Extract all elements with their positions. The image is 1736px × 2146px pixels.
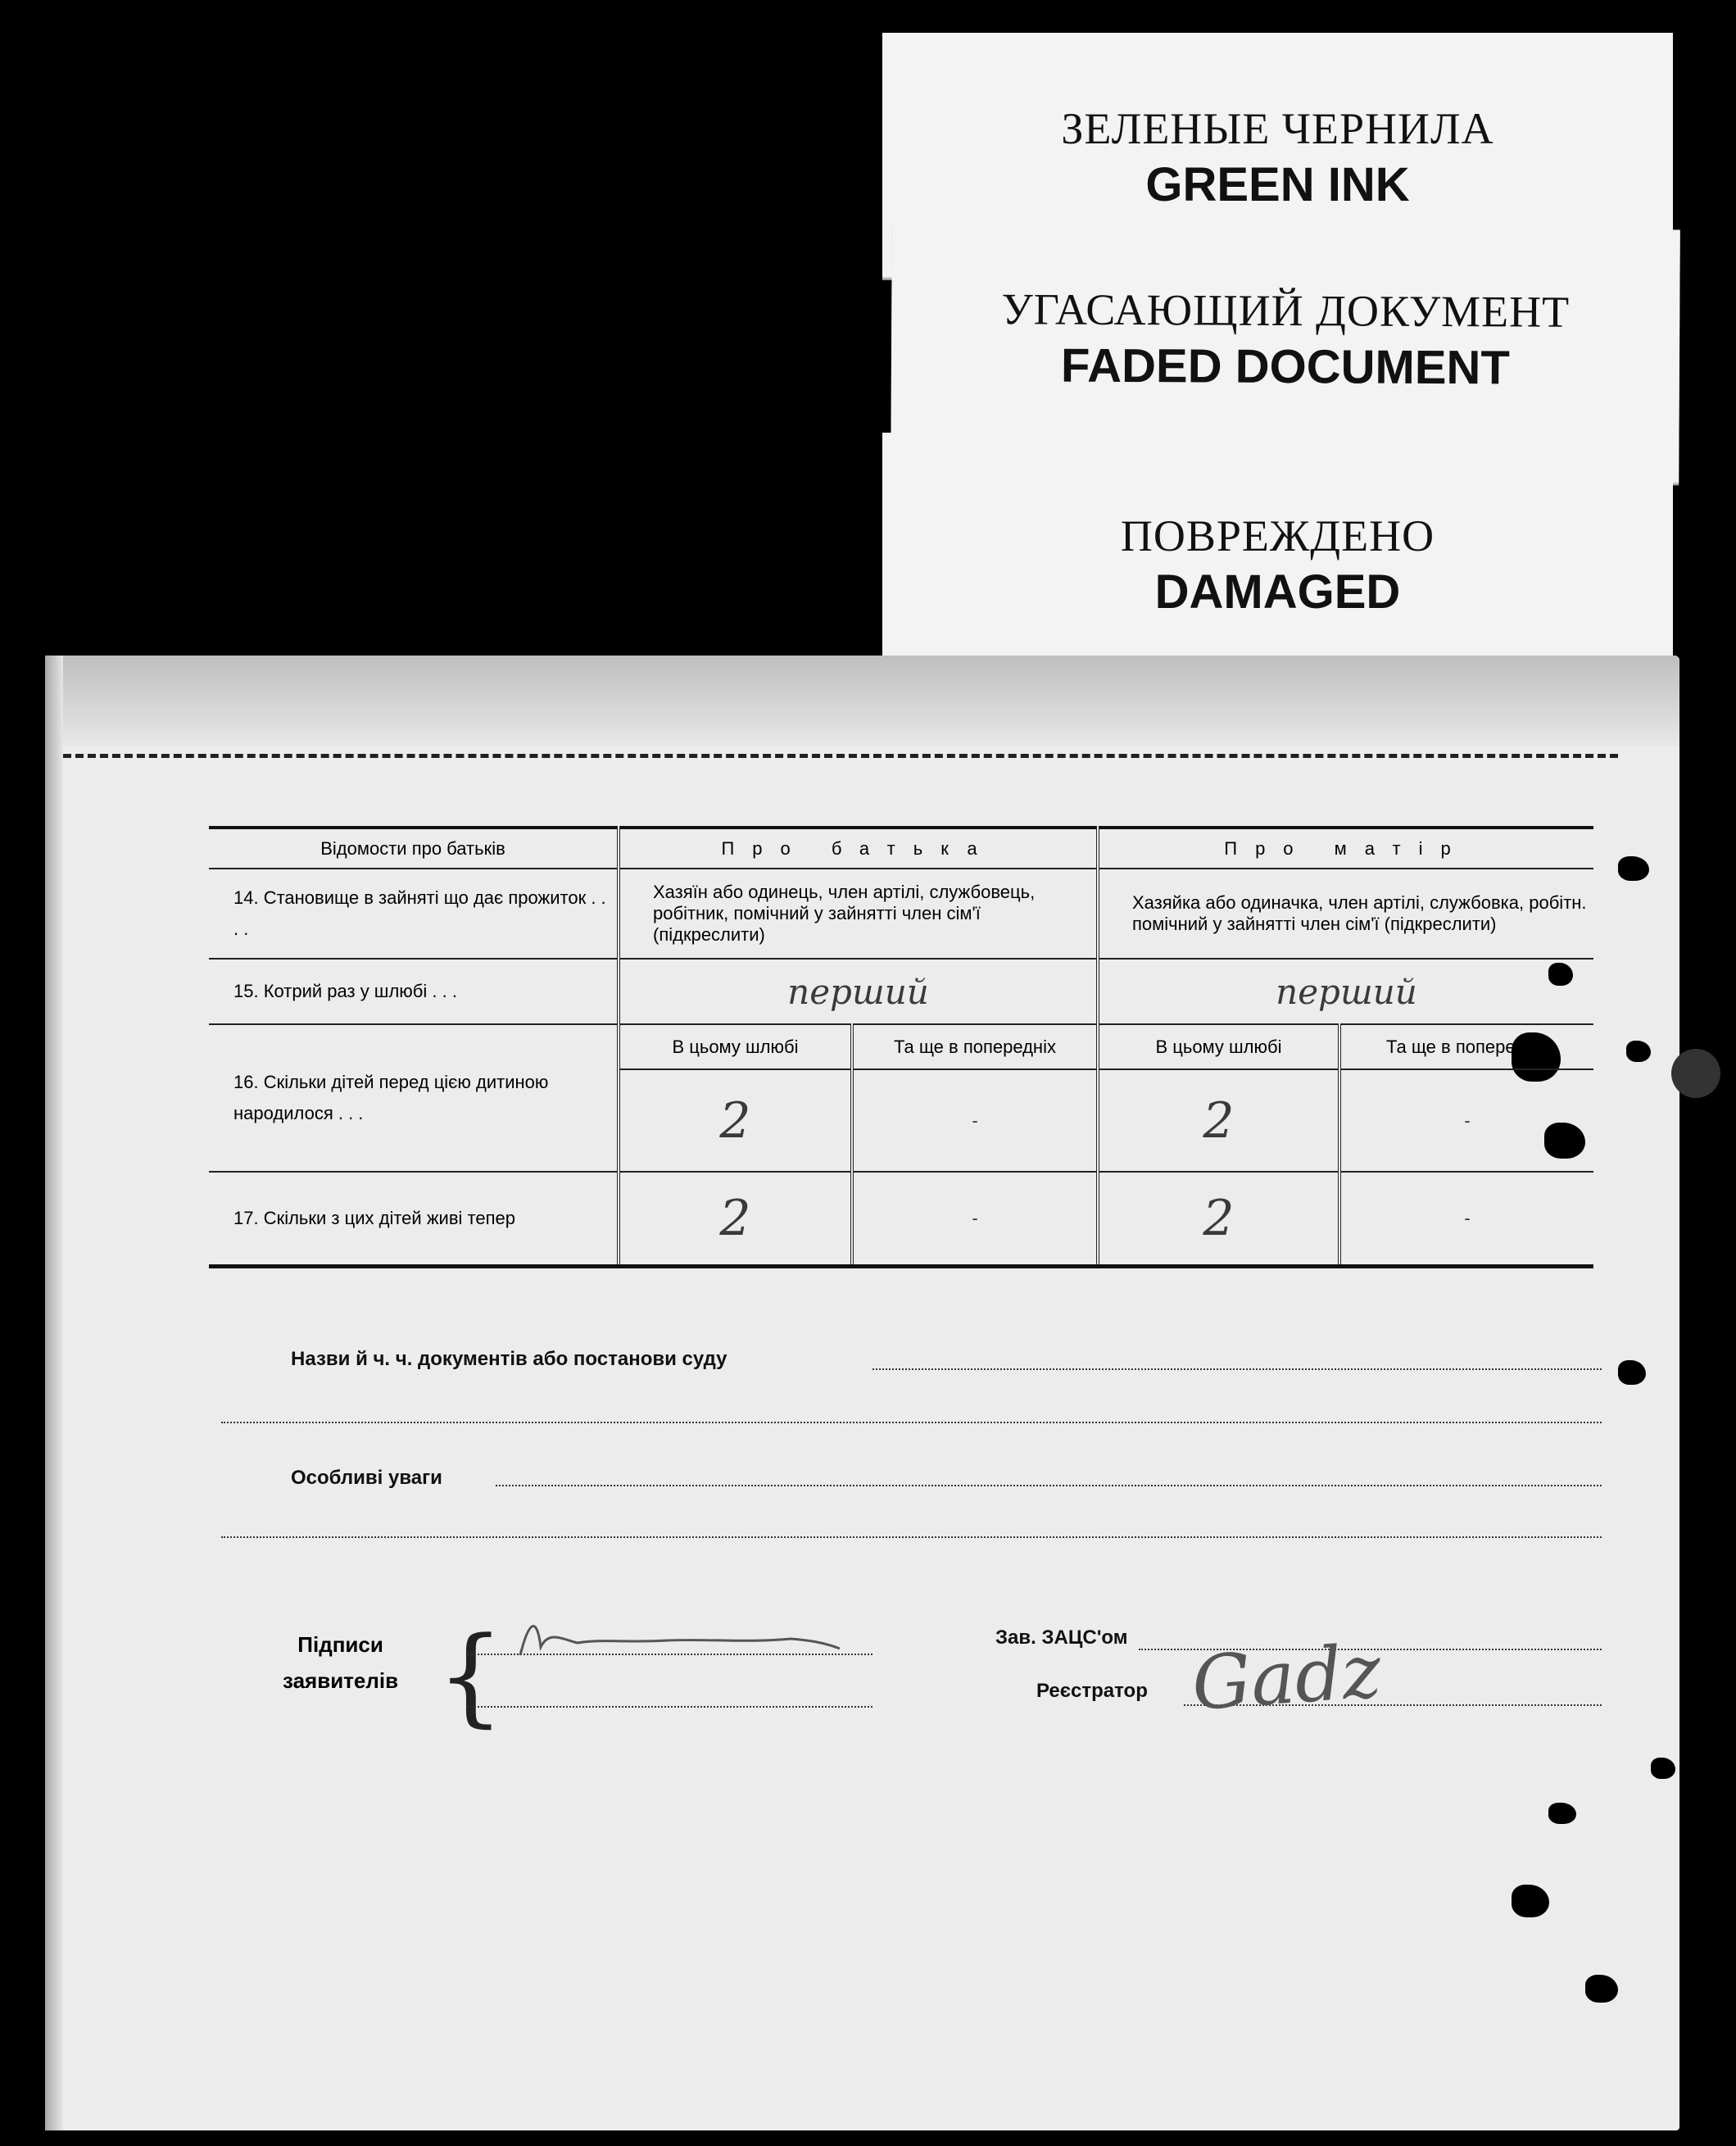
- damage-hole: [1618, 856, 1649, 881]
- head-of-registry-label: Зав. ЗАЦС'ом: [995, 1627, 1128, 1649]
- mother-in-this-marriage-header: В цьому шлюбі: [1098, 1024, 1339, 1069]
- row16-mother-prev: -: [1339, 1069, 1593, 1172]
- faded-document-ru: УГАСАЮЩИЙ ДОКУМЕНТ: [1001, 284, 1571, 337]
- damage-hole: [1618, 1360, 1646, 1385]
- row14-label: 14. Становище в зайняті що дає прожиток . . . .: [209, 869, 619, 959]
- notes-line-2: [221, 1536, 1602, 1538]
- header-parents-info: Відомости про батьків: [209, 828, 619, 869]
- row16-father-this: 2: [619, 1069, 852, 1172]
- damage-hole: [1585, 1975, 1618, 2003]
- form-sheet: [45, 656, 1679, 2130]
- registrar-label: Реєстратор: [1036, 1680, 1148, 1702]
- applicant-signature-scrawl: [504, 1606, 848, 1672]
- row16-mother-this: 2: [1098, 1069, 1339, 1172]
- row16-father-prev: -: [852, 1069, 1098, 1172]
- header-mother: Про матір: [1098, 828, 1593, 869]
- green-ink-ru: ЗЕЛЕНЫЕ ЧЕРНИЛА: [1061, 104, 1494, 153]
- father-in-this-marriage-header: В цьому шлюбі: [619, 1024, 852, 1069]
- row15-label: 15. Котрий раз у шлюбі . . .: [209, 959, 619, 1024]
- perforation-line: [63, 754, 1618, 758]
- damaged-en: DAMAGED: [1154, 565, 1401, 619]
- row16-label: 16. Скільки дітей перед цією дитиною народилося . . .: [209, 1024, 619, 1172]
- documents-line-2: [221, 1422, 1602, 1423]
- father-previous-header: Та ще в попередніх: [852, 1024, 1098, 1069]
- damage-hole: [1548, 1803, 1576, 1824]
- green-ink-en: GREEN INK: [1145, 158, 1410, 211]
- row17-mother-prev: -: [1339, 1172, 1593, 1266]
- faded-document-en: FADED DOCUMENT: [1060, 338, 1510, 395]
- documents-line-1: [873, 1368, 1602, 1370]
- brace-symbol: {: [437, 1613, 505, 1738]
- row17-father-prev: -: [852, 1172, 1098, 1266]
- notes-label: Особливі уваги: [291, 1467, 442, 1489]
- parents-info-table: [209, 826, 1593, 1268]
- row14-father-options: Хазяїн або одинець, член артілі, службовець, робітник, помічний у зайнятті член сім'ї (підкреслити): [619, 869, 1098, 959]
- row17-father-this: 2: [619, 1172, 852, 1266]
- damaged-ru: ПОВРЕЖДЕНО: [1120, 511, 1435, 560]
- signature-line-2: [467, 1706, 873, 1708]
- mother-previous-header: Та ще в попередніх: [1339, 1024, 1593, 1069]
- table-row-14: [209, 869, 1593, 959]
- signatures-label-line2: заявителів: [283, 1668, 399, 1693]
- damage-hole: [1626, 1041, 1651, 1062]
- signatures-label-line1: Підписи: [297, 1632, 383, 1657]
- damage-hole: [1651, 1758, 1675, 1779]
- damage-hole: [1671, 1049, 1720, 1098]
- damage-hole: [1512, 1885, 1549, 1917]
- header-father: Про батька: [619, 828, 1098, 869]
- row15-father-value: перший: [619, 959, 1098, 1024]
- documents-label: Назви й ч. ч. документів або постанови суду: [291, 1348, 727, 1370]
- signatures-label: [283, 1627, 398, 1699]
- table-row-17: [209, 1172, 1593, 1266]
- row17-mother-this: 2: [1098, 1172, 1339, 1266]
- row15-mother-value: перший: [1098, 959, 1593, 1024]
- row14-mother-options: Хазяйка або одиначка, член артілі, службовка, робітн. помічний у зайнятті член сім'ї (підкреслити): [1098, 869, 1593, 959]
- notes-line-1: [496, 1485, 1602, 1486]
- table-subheader-row: [209, 1024, 1593, 1069]
- table-header-row: [209, 828, 1593, 869]
- registrar-signature: Gadz: [1189, 1628, 1384, 1727]
- table-row-15: [209, 959, 1593, 1024]
- row17-label: 17. Скільки з цих дітей живі тепер: [209, 1172, 619, 1266]
